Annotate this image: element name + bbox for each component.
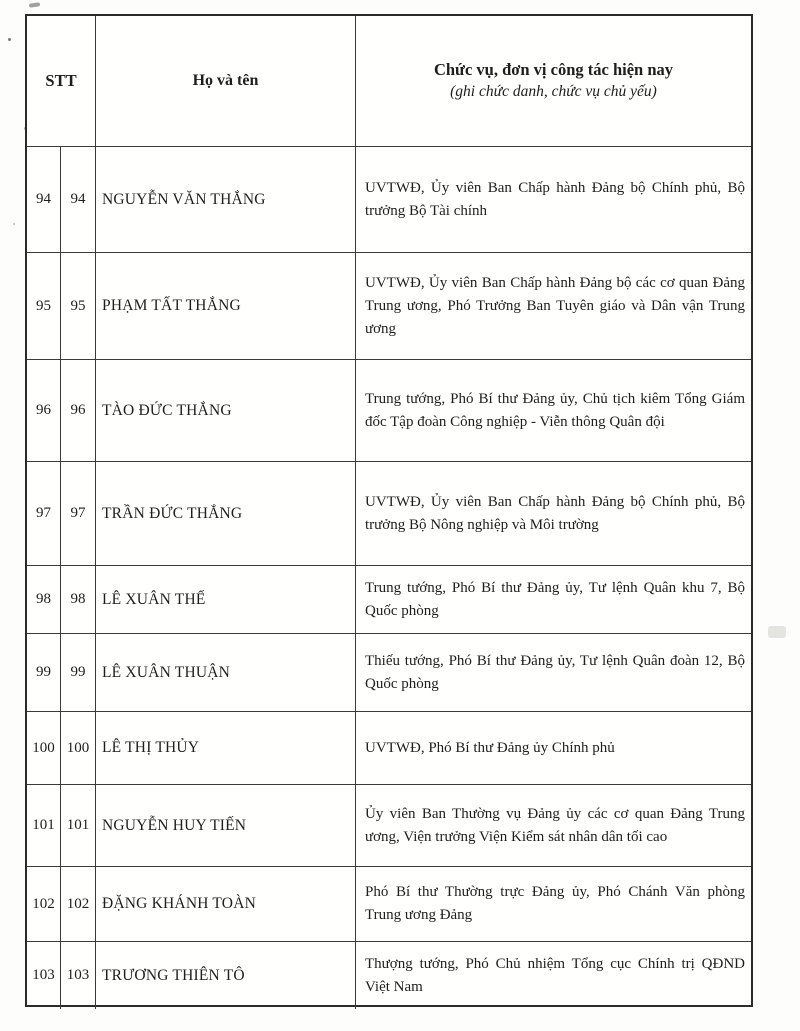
position-text: Trung tướng, Phó Bí thư Đảng ủy, Tư lệnh Quân khu 7, Bộ Quốc phòng [365,579,745,619]
name-cell: ĐẶNG KHÁNH TOÀN [96,867,356,941]
name-cell: LÊ XUÂN THẾ [96,566,356,633]
name-cell: PHẠM TẤT THẮNG [96,253,356,359]
stt-cell-right: 100 [61,712,96,784]
stt-cell-right: 94 [61,147,96,252]
position-text: Thiếu tướng, Phó Bí thư Đảng ủy, Tư lệnh Quân đoàn 12, Bộ Quốc phòng [365,652,745,692]
position-text: Trung tướng, Phó Bí thư Đảng ủy, Chủ tịch kiêm Tổng Giám đốc Tập đoàn Công nghiệp - Viễn thông Quân đội [365,390,745,430]
position-text: UVTWĐ, Ủy viên Ban Chấp hành Đảng bộ Chính phủ, Bộ trưởng Bộ Nông nghiệp và Môi trường [365,493,745,533]
stt-cell-left: 101 [27,785,61,866]
header-position-subtitle: (ghi chức danh, chức vụ chủ yếu) [450,83,657,100]
position-text: Thượng tướng, Phó Chủ nhiệm Tổng cục Chính trị QĐND Việt Nam [365,955,745,995]
name-cell: NGUYỄN VĂN THẮNG [96,147,356,252]
stt-cell-right: 98 [61,566,96,633]
stt-cell-right: 97 [61,462,96,565]
position-cell [356,712,751,784]
scan-speck [13,223,15,225]
table-row [27,942,751,1009]
name-cell: NGUYỄN HUY TIẾN [96,785,356,866]
name-cell: TÀO ĐỨC THẮNG [96,360,356,461]
header-stt: STT [27,16,96,146]
name-cell: TRẦN ĐỨC THẮNG [96,462,356,565]
stt-cell-left: 103 [27,942,61,1009]
position-cell [356,462,751,565]
stt-cell-right: 102 [61,867,96,941]
scan-speck [29,2,40,7]
stt-cell-left: 94 [27,147,61,252]
stt-cell-left: 100 [27,712,61,784]
position-cell [356,360,751,461]
name-cell: LÊ THỊ THỦY [96,712,356,784]
stt-cell-left: 99 [27,634,61,711]
stt-cell-right: 101 [61,785,96,866]
stt-cell-right: 99 [61,634,96,711]
header-position [356,16,751,146]
table-row [27,712,751,785]
position-text: UVTWĐ, Ủy viên Ban Chấp hành Đảng bộ các cơ quan Đảng Trung ương, Phó Trưởng Ban Tuyên giáo và Dân vận Trung ương [365,274,745,337]
officials-table [25,14,753,1007]
position-text: Ủy viên Ban Thường vụ Đảng ủy các cơ quan Đảng Trung ương, Viện trưởng Viện Kiểm sát nhân dân tối cao [365,805,745,845]
position-cell [356,942,751,1009]
table-row [27,785,751,867]
table-header-row [27,16,751,147]
scan-speck [8,38,11,41]
table-row [27,253,751,360]
stt-cell-left: 97 [27,462,61,565]
stt-cell-left: 96 [27,360,61,461]
header-name: Họ và tên [96,16,356,146]
table-row [27,462,751,566]
table-row [27,147,751,253]
table-row [27,360,751,462]
position-cell [356,566,751,633]
name-cell: LÊ XUÂN THUẬN [96,634,356,711]
position-cell [356,147,751,252]
scan-speck [768,626,786,638]
position-cell [356,634,751,711]
position-cell [356,253,751,359]
name-cell: TRƯƠNG THIÊN TÔ [96,942,356,1009]
table-row [27,634,751,712]
stt-cell-right: 103 [61,942,96,1009]
table-row [27,566,751,634]
position-text: UVTWĐ, Phó Bí thư Đảng ủy Chính phủ [365,739,615,756]
table-row [27,867,751,942]
stt-cell-right: 96 [61,360,96,461]
stt-cell-left: 95 [27,253,61,359]
stt-cell-left: 102 [27,867,61,941]
position-text: UVTWĐ, Ủy viên Ban Chấp hành Đảng bộ Chính phủ, Bộ trưởng Bộ Tài chính [365,179,745,219]
header-position-title: Chức vụ, đơn vị công tác hiện nay [433,60,674,79]
position-cell [356,867,751,941]
position-text: Phó Bí thư Thường trực Đảng ủy, Phó Chánh Văn phòng Trung ương Đảng [365,884,745,923]
stt-cell-left: 98 [27,566,61,633]
stt-cell-right: 95 [61,253,96,359]
position-cell [356,785,751,866]
